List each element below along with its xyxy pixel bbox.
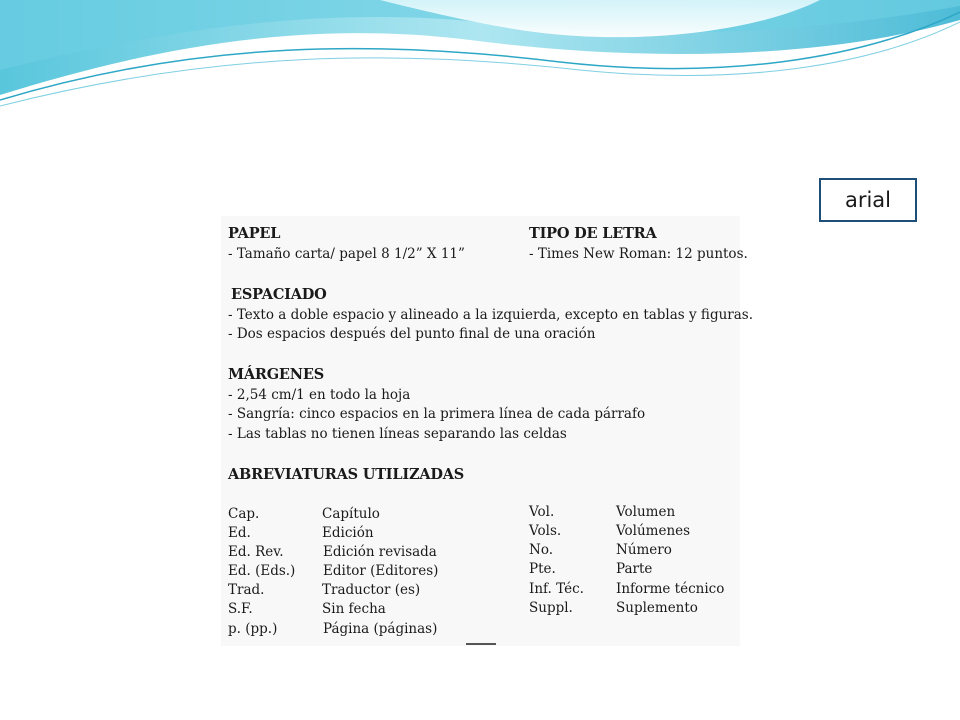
abbr-meaning: Parte xyxy=(616,561,653,577)
abbr-meaning: Página (páginas) xyxy=(323,621,438,637)
font-tag-label: arial xyxy=(819,178,917,222)
wave-header-decoration xyxy=(0,0,960,120)
abbr-meaning: Número xyxy=(616,542,672,558)
abbr-meaning: Volumen xyxy=(616,504,676,520)
margenes-line: - 2,54 cm/1 en todo la hoja xyxy=(228,387,411,403)
document-image xyxy=(221,216,753,646)
abbr-code: Ed. Rev. xyxy=(228,544,284,560)
abbr-code: Suppl. xyxy=(529,600,573,616)
abbr-code: Ed. (Eds.) xyxy=(228,563,296,579)
abbr-code: p. (pp.) xyxy=(228,621,278,637)
abbr-code: Vol. xyxy=(529,504,555,520)
abbr-meaning: Editor (Editores) xyxy=(323,563,439,579)
cropped-page-number-fragment xyxy=(466,643,496,646)
abbr-code: Vols. xyxy=(529,523,562,539)
abbr-code: Cap. xyxy=(228,506,260,522)
abbr-meaning: Edición revisada xyxy=(323,544,437,560)
tipo-de-letra-line: - Times New Roman: 12 puntos. xyxy=(529,246,748,262)
margenes-line: - Las tablas no tienen líneas separando las celdas xyxy=(228,426,567,442)
abbr-code: S.F. xyxy=(228,601,253,617)
heading-papel: PAPEL xyxy=(228,225,281,242)
abbr-code: Ed. xyxy=(228,525,251,541)
heading-abreviaturas: ABREVIATURAS UTILIZADAS xyxy=(228,466,465,483)
abbr-meaning: Volúmenes xyxy=(616,523,691,539)
abbr-meaning: Traductor (es) xyxy=(322,582,421,598)
heading-espaciado: ESPACIADO xyxy=(231,286,327,303)
abbr-meaning: Informe técnico xyxy=(616,581,725,597)
abbr-meaning: Suplemento xyxy=(616,600,698,616)
abbr-meaning: Sin fecha xyxy=(322,601,386,617)
abbr-meaning: Capítulo xyxy=(322,506,380,522)
abbr-code: No. xyxy=(529,542,553,558)
abbr-code: Trad. xyxy=(228,582,265,598)
margenes-line: - Sangría: cinco espacios en la primera línea de cada párrafo xyxy=(228,406,646,422)
papel-line: - Tamaño carta/ papel 8 1/2” X 11” xyxy=(228,246,465,262)
espaciado-line: - Texto a doble espacio y alineado a la izquierda, excepto en tablas y figuras. xyxy=(228,307,753,323)
espaciado-line: - Dos espacios después del punto final de una oración xyxy=(228,326,596,342)
heading-margenes: MÁRGENES xyxy=(228,366,324,383)
heading-tipo-de-letra: TIPO DE LETRA xyxy=(529,225,657,242)
abbr-code: Pte. xyxy=(529,561,556,577)
abbr-code: Inf. Téc. xyxy=(529,581,584,597)
abbr-meaning: Edición xyxy=(322,525,374,541)
